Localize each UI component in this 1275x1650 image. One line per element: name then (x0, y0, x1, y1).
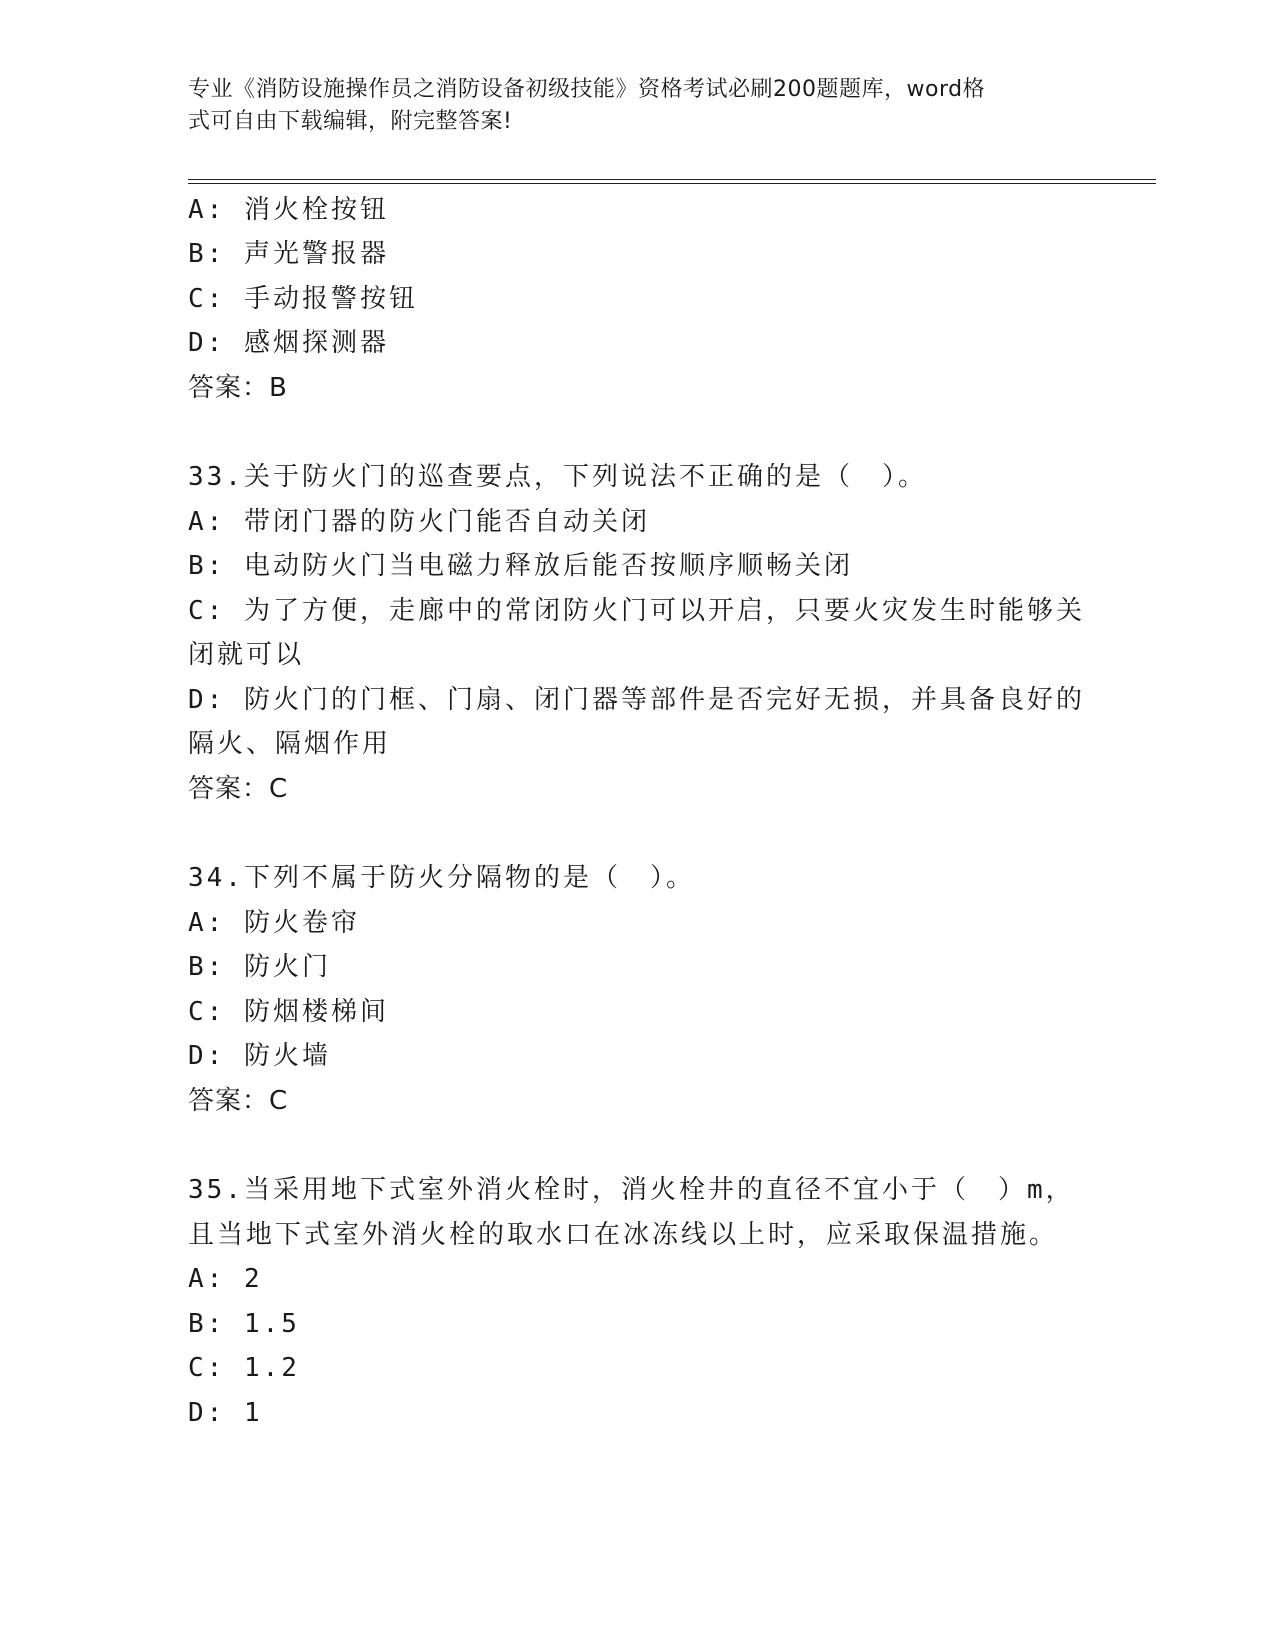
q32-answer: 答案：B (188, 373, 288, 403)
q32-option-c: C: 手动报警按钮 (188, 284, 418, 314)
document-header (188, 74, 1068, 138)
header-line-2: 式可自由下载编辑，附完整答案! (188, 109, 513, 134)
header-divider-top (188, 179, 1156, 180)
q34-option-b: B: 防火门 (188, 952, 331, 982)
q33-option-a: A: 带闭门器的防火门能否自动关闭 (188, 507, 650, 537)
q34-option-a: A: 防火卷帘 (188, 908, 360, 938)
q33-option-d-line2: 隔火、隔烟作用 (188, 729, 392, 759)
q34-option-d: D: 防火墙 (188, 1041, 331, 1071)
q35-option-d: D: 1 (188, 1398, 263, 1428)
q32-option-a: A: 消火栓按钮 (188, 195, 389, 225)
q33-option-d-line1: D: 防火门的门框、门扇、闭门器等部件是否完好无损，并具备良好的 (188, 685, 1085, 715)
header-divider-bottom (188, 183, 1156, 184)
q35-stem-line2: 且当地下式室外消火栓的取水口在冰冻线以上时，应采取保温措施。 (188, 1220, 1059, 1250)
q32-option-b: B: 声光警报器 (188, 239, 389, 269)
q35-option-a: A: 2 (188, 1264, 263, 1294)
q35-stem-line1: 35.当采用地下式室外消火栓时，消火栓井的直径不宜小于（ ）m， (188, 1175, 1075, 1205)
q34-stem: 34.下列不属于防火分隔物的是（ ）。 (188, 863, 695, 893)
q32-option-d: D: 感烟探测器 (188, 328, 389, 358)
q33-option-b: B: 电动防火门当电磁力释放后能否按顺序顺畅关闭 (188, 551, 853, 581)
q34-option-c: C: 防烟楼梯间 (188, 997, 389, 1027)
q35-option-b: B: 1.5 (188, 1309, 300, 1339)
q33-answer: 答案：C (188, 774, 289, 804)
q34-answer: 答案：C (188, 1086, 289, 1116)
header-line-1: 专业《消防设施操作员之消防设备初级技能》资格考试必刷200题题库，word格 (188, 77, 986, 102)
q35-option-c: C: 1.2 (188, 1353, 300, 1383)
q33-stem: 33.关于防火门的巡查要点，下列说法不正确的是（ ）。 (188, 462, 927, 492)
q33-option-c-line2: 闭就可以 (188, 640, 305, 670)
q33-option-c-line1: C: 为了方便，走廊中的常闭防火门可以开启，只要火灾发生时能够关 (188, 596, 1085, 626)
